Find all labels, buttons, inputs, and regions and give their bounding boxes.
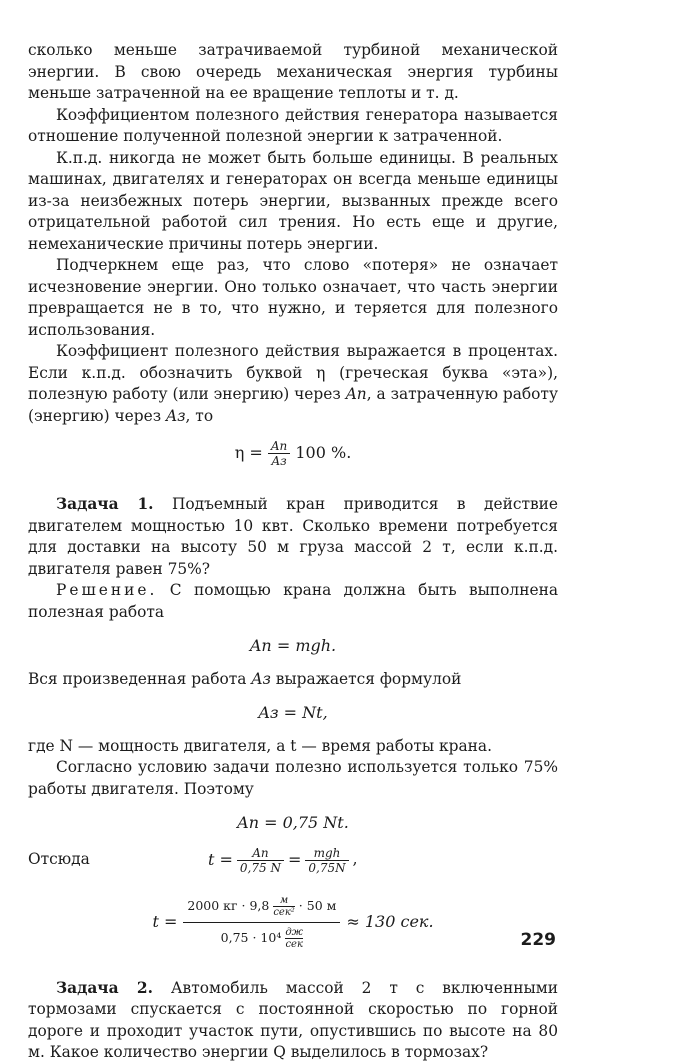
math-inline: Aз [166, 406, 186, 425]
formula-useful-work-nt: Aп = 0,75 Nt. [237, 813, 349, 832]
unit-denominator: сек [285, 938, 303, 950]
paragraph: сколько меньше затрачиваемой турбиной механической энергии. В свою очередь механическая энергия турбины меньше затраченной на ее вращение теплоты и т. д. [28, 41, 558, 102]
formula-t: t = [152, 912, 178, 932]
task-label: Задача 1. [56, 495, 154, 513]
unit-numerator: м [273, 895, 295, 907]
otsyuda-label: Отсюда [28, 850, 90, 869]
numerator: Aп [268, 439, 290, 454]
numerator: Aп [237, 846, 284, 861]
formula-time-numeric [28, 895, 558, 950]
task-text: Автомобиль массой 2 т с включенными тормозами спускается с постоянной скоростью по горной дороге и проходит участок пути, опустившись по высоте на 80 м. Какое количество энергии Q выделилось в тормозах? [28, 978, 558, 1061]
denominator: 0,75 N [239, 860, 281, 875]
task-1 [28, 494, 558, 580]
numerator: mgh [305, 846, 348, 861]
paragraph [28, 341, 558, 427]
paragraph: Подчеркнем еще раз, что слово «потеря» не означает исчезновение энергии. Оно только означает, что часть энергии превращается не в то, что нужно, и теряется для полезного использования. [28, 256, 558, 339]
text-run: выражается формулой [270, 669, 462, 688]
paragraph: Коэффициентом полезного действия генератора называется отношение полученной полезной энергии к затраченной. [28, 105, 558, 145]
formula-total-work: Aз = Nt, [258, 703, 328, 722]
formula-useful-work: Aп = mgh. [249, 636, 337, 655]
denominator: 0,75N [308, 860, 346, 875]
fraction [268, 439, 290, 468]
text-run: · 50 м [298, 897, 337, 913]
solution-text: С помощью крана должна быть выполнена полезная работа [28, 581, 558, 621]
comma: , [352, 850, 358, 869]
result: ≈ 130 сек. [346, 912, 434, 932]
math-inline: Aз [251, 669, 271, 688]
formula-time-row [28, 846, 558, 875]
page-content [28, 40, 558, 1064]
unit-fraction [285, 927, 303, 950]
text-run: Вся произведенная работа [28, 669, 252, 688]
denominator: Aз [271, 454, 287, 468]
denominator [183, 923, 340, 950]
fraction [183, 895, 340, 950]
task-text: Подъемный кран приводится в действие двигателем мощностью 10 квт. Сколько времени потребуется для доставки на высоту 50 м груза массой 2 т, если к.п.д. двигателя равен 75%? [28, 495, 559, 578]
text-run: 0,75 · 10⁴ [220, 929, 282, 945]
page-number: 229 [520, 930, 556, 950]
fraction [237, 846, 284, 875]
paragraph: где N — мощность двигателя, а t — время работы крана. [28, 736, 493, 755]
paragraph: К.п.д. никогда не может быть больше единицы. В реальных машинах, двигателях и генераторах он всегда меньше единицы из-за неизбежных потерь энергии, вызванных прежде всего отрицательной работой сил трения. Но есть еще и другие, немеханические причины потерь энергии. [28, 148, 558, 253]
task-label: Задача 2. [56, 978, 153, 997]
solution [28, 580, 558, 623]
paragraph: Согласно условию задачи полезно используется только 75% работы двигателя. Поэтому [28, 758, 558, 798]
task-2 [28, 978, 558, 1064]
text-run: Коэффициент полезного действия выражается в процентах. Если к.п.д. обозначить буквой η (греческая буква «эта»), полезную работу (или энергию) через [28, 342, 558, 403]
fraction [305, 846, 348, 875]
unit-denominator: сек² [273, 906, 295, 918]
equals: = [287, 850, 302, 870]
text-run: 2000 кг · 9,8 [187, 897, 270, 913]
numerator [183, 895, 340, 923]
paragraph [28, 669, 558, 691]
unit-fraction [273, 895, 295, 918]
formula-efficiency [28, 439, 558, 468]
solution-label: Решение. [56, 581, 158, 599]
formula-lhs: η = [234, 443, 263, 462]
unit-numerator: дж [285, 926, 304, 938]
text-run: , то [185, 406, 214, 425]
formula-rhs: 100 %. [295, 443, 352, 462]
text-run: , а затраченную работу (энергию) через [28, 385, 559, 425]
math-inline: Aп [345, 385, 367, 403]
formula-t: t = [208, 850, 233, 870]
